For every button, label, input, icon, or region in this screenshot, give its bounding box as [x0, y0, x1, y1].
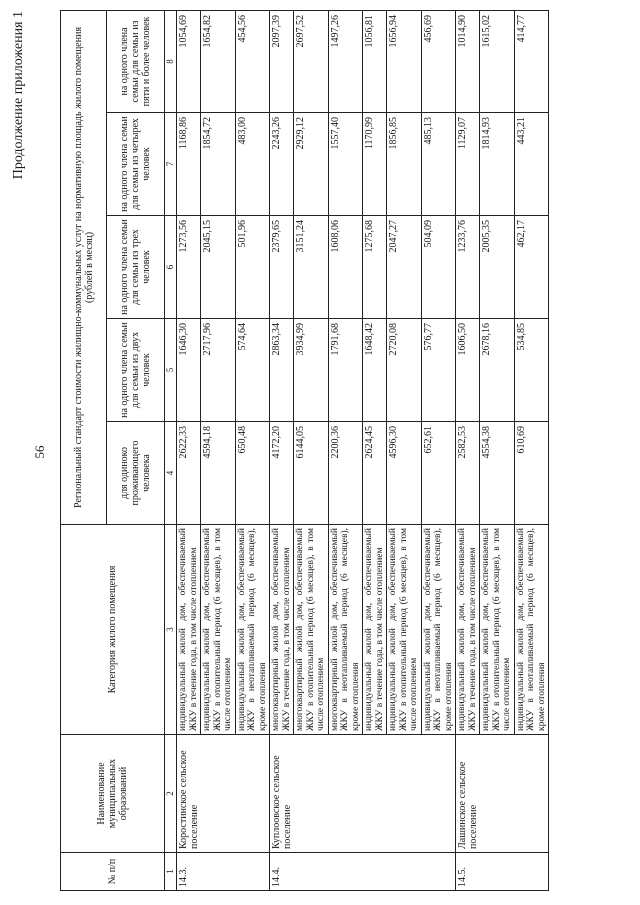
value-single: 4172,20 [270, 422, 294, 525]
value-five: 2097,39 [270, 10, 294, 112]
value-four: 485,13 [421, 113, 456, 216]
value-three: 1608,06 [328, 216, 363, 319]
value-three: 2379,65 [270, 216, 294, 319]
row-number: 14.3. [177, 853, 270, 891]
value-two: 2863,34 [270, 319, 294, 422]
value-single: 4554,38 [480, 422, 515, 525]
value-three: 1275,68 [363, 216, 387, 319]
value-five: 1656,94 [387, 10, 422, 112]
value-four: 1856,85 [387, 113, 422, 216]
value-three: 2005,35 [480, 216, 515, 319]
value-five: 414,77 [514, 10, 549, 112]
column-number: 6 [165, 216, 177, 319]
row-number: 14.5. [456, 853, 549, 891]
housing-category: индивидуальный жилой дом, обеспечиваемый ЖКУ в течение года, в том числе отоплением [363, 525, 387, 735]
value-five: 1054,69 [177, 10, 201, 112]
value-two: 1606,50 [456, 319, 480, 422]
column-number: 5 [165, 319, 177, 422]
continuation-label: Продолжение приложения 1 [11, 11, 26, 180]
municipality-name: Куплоовское сельское поселение [270, 735, 456, 853]
housing-category: индивидуальный жилой дом, обеспечиваемый ЖКУ в неотапливаемый период (6 месяцев), кроме отопления [235, 525, 270, 735]
value-four: 1170,99 [363, 113, 387, 216]
value-five: 1654,82 [201, 10, 236, 112]
value-single: 2624,45 [363, 422, 387, 525]
row-number: 14.4. [270, 853, 456, 891]
value-five: 1497,26 [328, 10, 363, 112]
value-single: 610,69 [514, 422, 549, 525]
value-four: 1168,86 [177, 113, 201, 216]
value-single: 2200,36 [328, 422, 363, 525]
value-three: 2047,27 [387, 216, 422, 319]
column-number: 1 [165, 853, 177, 891]
housing-category: многоквартирный жилой дом, обеспечиваемый ЖКУ в отопительный период (6 месяцев), в том числе отоплением [294, 525, 329, 735]
value-single: 652,61 [421, 422, 456, 525]
value-single: 6144,05 [294, 422, 329, 525]
column-number: 8 [165, 10, 177, 112]
value-single: 2582,53 [456, 422, 480, 525]
value-four: 2243,26 [270, 113, 294, 216]
value-two: 2678,16 [480, 319, 515, 422]
header-category: Категория жилого помещения [61, 525, 165, 735]
value-single: 4596,30 [387, 422, 422, 525]
value-two: 574,64 [235, 319, 270, 422]
value-four: 1557,40 [328, 113, 363, 216]
municipality-name: Лашинское сельское поселение [456, 735, 549, 853]
value-four: 443,21 [514, 113, 549, 216]
value-single: 2622,33 [177, 422, 201, 525]
value-four: 1814,93 [480, 113, 515, 216]
column-number: 4 [165, 422, 177, 525]
value-three: 1233,76 [456, 216, 480, 319]
value-five: 456,69 [421, 10, 456, 112]
table-row [177, 10, 201, 890]
value-four: 1854,72 [201, 113, 236, 216]
column-number-row [165, 10, 177, 890]
page-number: 56 [32, 445, 47, 459]
header-sub-five: на одного члена семьи для семьи из пяти и более человек [107, 10, 165, 112]
table-row [270, 10, 294, 890]
value-three: 3151,24 [294, 216, 329, 319]
housing-category: индивидуальный жилой дом, обеспечиваемый ЖКУ в течение года, в том числе отоплением [177, 525, 201, 735]
value-three: 1273,56 [177, 216, 201, 319]
value-three: 2045,15 [201, 216, 236, 319]
value-two: 1648,42 [363, 319, 387, 422]
header-sub-three: на одного члена семьи для семьи из трех человек [107, 216, 165, 319]
value-three: 462,17 [514, 216, 549, 319]
housing-category: многоквартирный жилой дом, обеспечиваемый ЖКУ в неотапливаемый период (6 месяцев), кроме отопления [328, 525, 363, 735]
column-number: 7 [165, 113, 177, 216]
value-five: 1615,02 [480, 10, 515, 112]
value-two: 2717,96 [201, 319, 236, 422]
housing-category: индивидуальный жилой дом, обеспечиваемый ЖКУ в отопительный период (6 месяцев), в том числе отоплением [201, 525, 236, 735]
value-four: 483,00 [235, 113, 270, 216]
value-three: 501,96 [235, 216, 270, 319]
header-standard-group: Региональный стандарт стоимости жилищно-коммунальных услуг на нормативную площадь жилого помещения (рублей в месяц) [61, 10, 107, 524]
value-five: 454,56 [235, 10, 270, 112]
value-three: 504,09 [421, 216, 456, 319]
value-single: 4594,18 [201, 422, 236, 525]
value-two: 3934,99 [294, 319, 329, 422]
value-two: 576,77 [421, 319, 456, 422]
value-two: 1646,30 [177, 319, 201, 422]
value-five: 1056,81 [363, 10, 387, 112]
housing-category: индивидуальный жилой дом, обеспечиваемый ЖКУ в отопительный период (6 месяцев), в том числе отоплением [387, 525, 422, 735]
header-sub-single: для одиноко проживающего человека [107, 422, 165, 525]
housing-category: индивидуальный жилой дом, обеспечиваемый ЖКУ в неотапливаемый период (6 месяцев), кроме отопления [421, 525, 456, 735]
column-number: 3 [165, 525, 177, 735]
value-single: 650,48 [235, 422, 270, 525]
value-two: 534,85 [514, 319, 549, 422]
column-number: 2 [165, 735, 177, 853]
header-sub-four: на одного члена семьи для семьи из четырех человек [107, 113, 165, 216]
table-header [61, 10, 177, 890]
value-two: 2720,08 [387, 319, 422, 422]
header-municipality: Наименование муниципальных образований [61, 735, 165, 853]
table-body [177, 10, 549, 890]
housing-category: индивидуальный жилой дом, обеспечиваемый ЖКУ в неотапливаемый период (6 месяцев), кроме отопления [514, 525, 549, 735]
housing-category: многоквартирный жилой дом, обеспечиваемый ЖКУ в течение года, в том числе отоплением [270, 525, 294, 735]
header-num: № п/п [61, 853, 165, 891]
value-five: 2697,52 [294, 10, 329, 112]
value-four: 1129,07 [456, 113, 480, 216]
municipality-name: Коростинское сельское поселение [177, 735, 270, 853]
value-two: 1791,68 [328, 319, 363, 422]
header-sub-two: на одного члена семьи для семьи из двух человек [107, 319, 165, 422]
table-row [456, 10, 480, 890]
housing-category: индивидуальный жилой дом, обеспечиваемый ЖКУ в отопительный период (6 месяцев), в том числе отоплением [480, 525, 515, 735]
tariff-table [60, 10, 549, 891]
housing-category: индивидуальный жилой дом, обеспечиваемый ЖКУ в течение года, в том числе отоплением [456, 525, 480, 735]
value-four: 2929,12 [294, 113, 329, 216]
value-five: 1014,90 [456, 10, 480, 112]
